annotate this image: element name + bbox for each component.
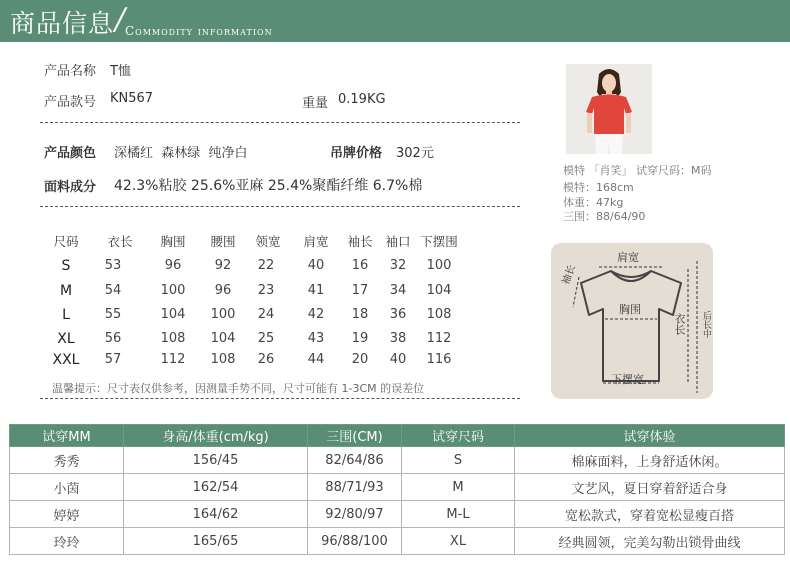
diagram-shoulder-label: 肩宽 [617, 251, 639, 264]
size-cell: 108 [210, 352, 236, 367]
tryon-cell: 棉麻面料，上身舒适休闲。 [515, 447, 785, 474]
size-cell-size: XXL [52, 352, 80, 368]
diagram-length-label: 衣长 [673, 313, 686, 335]
model-line-1: 模特 「肖笑」 试穿尺码：M码 [563, 164, 712, 177]
size-cell-size: M [59, 283, 73, 299]
size-cell: 54 [104, 283, 122, 298]
weight-label: 重量 [302, 96, 329, 111]
size-cell: 19 [351, 331, 369, 346]
measurement-diagram [551, 243, 713, 399]
size-cell: 112 [160, 352, 186, 367]
size-header: 胸围 [160, 234, 186, 249]
tryon-table [9, 424, 785, 555]
model-line-3: 体重：47kg [563, 196, 624, 209]
size-cell: 16 [351, 258, 369, 273]
size-cell: 41 [307, 283, 325, 298]
header-slash-decoration: / [115, 2, 126, 37]
size-header: 尺码 [53, 234, 79, 249]
tryon-row [10, 474, 785, 501]
diagram-sleeve-label: 袖长 [560, 263, 578, 287]
diagram-hem-label: 下摆宽 [611, 373, 644, 386]
size-cell: 55 [104, 307, 122, 322]
size-header: 衣长 [107, 234, 133, 249]
size-cell: 100 [426, 258, 452, 273]
tryon-cell: 165/65 [124, 528, 308, 555]
size-cell: 104 [210, 331, 236, 346]
size-header: 肩宽 [303, 234, 329, 249]
tryon-cell: 玲玲 [10, 528, 124, 555]
tryon-cell: M [402, 474, 515, 501]
tryon-cell: 经典圆领，完美勾勒出锁骨曲线 [515, 528, 785, 555]
tryon-cell: 88/71/93 [308, 474, 402, 501]
size-cell: 108 [160, 331, 186, 346]
section-header [0, 0, 790, 42]
size-cell: 17 [351, 283, 369, 298]
size-cell: 57 [104, 352, 122, 367]
size-note: 温馨提示：尺寸表仅供参考，因测量手势不同，尺寸可能有 1-3CM 的误差位 [52, 382, 425, 395]
tryon-cell: 婷婷 [10, 501, 124, 528]
tryon-row [10, 501, 785, 528]
tryon-header: 试穿体验 [515, 425, 785, 447]
tryon-header-row [10, 425, 785, 447]
size-cell-size: L [62, 307, 70, 323]
size-cell: 108 [426, 307, 452, 322]
divider [40, 122, 520, 123]
size-cell: 92 [214, 258, 232, 273]
divider [40, 398, 520, 399]
tryon-row [10, 528, 785, 555]
size-cell: 25 [257, 331, 275, 346]
price-value: 302元 [396, 146, 434, 161]
size-cell: 53 [104, 258, 122, 273]
tryon-cell: M-L [402, 501, 515, 528]
price-label: 吊牌价格 [330, 146, 383, 161]
size-cell: 104 [160, 307, 186, 322]
size-cell: 100 [160, 283, 186, 298]
size-cell: 22 [257, 258, 275, 273]
tryon-header: 试穿尺码 [402, 425, 515, 447]
fabric-label: 面料成分 [44, 180, 97, 195]
size-header: 袖口 [385, 234, 411, 249]
tryon-cell: 162/54 [124, 474, 308, 501]
size-cell: 96 [214, 283, 232, 298]
size-cell: 100 [210, 307, 236, 322]
size-cell: 32 [389, 258, 407, 273]
size-cell: 96 [164, 258, 182, 273]
size-cell-size: XL [57, 331, 75, 347]
size-cell: 23 [257, 283, 275, 298]
color-label: 产品颜色 [44, 146, 97, 161]
model-line-2: 模特：168cm [563, 181, 634, 194]
tryon-row [10, 447, 785, 474]
product-code-label: 产品款号 [44, 95, 97, 110]
weight-value: 0.19KG [338, 92, 386, 107]
size-header: 腰围 [210, 234, 236, 249]
size-cell: 40 [307, 258, 325, 273]
size-cell: 116 [426, 352, 452, 367]
header-title-en: Commodity information [125, 24, 273, 38]
tryon-cell: 秀秀 [10, 447, 124, 474]
size-cell: 44 [307, 352, 325, 367]
tryon-cell: 82/64/86 [308, 447, 402, 474]
size-cell: 20 [351, 352, 369, 367]
size-header: 领宽 [255, 234, 281, 249]
size-cell: 112 [426, 331, 452, 346]
diagram-back-length-label: 后长中 [701, 311, 711, 338]
fabric-value: 42.3%粘胶 25.6%亚麻 25.4%聚酯纤维 6.7%棉 [114, 178, 423, 194]
tryon-cell: 164/62 [124, 501, 308, 528]
header-title-cn: 商品信息 [10, 9, 115, 38]
size-cell: 26 [257, 352, 275, 367]
tryon-cell: 96/88/100 [308, 528, 402, 555]
size-cell: 56 [104, 331, 122, 346]
size-cell-size: S [61, 258, 71, 274]
product-code-value: KN567 [110, 91, 154, 106]
tryon-cell: S [402, 447, 515, 474]
size-cell: 24 [257, 307, 275, 322]
size-header: 下摆围 [420, 234, 458, 249]
product-name-label: 产品名称 [44, 64, 97, 79]
size-cell: 104 [426, 283, 452, 298]
tryon-cell: 156/45 [124, 447, 308, 474]
tryon-cell: 文艺风，夏日穿着舒适合身 [515, 474, 785, 501]
tryon-header: 试穿MM [10, 425, 124, 447]
size-cell: 18 [351, 307, 369, 322]
tryon-cell: 小茵 [10, 474, 124, 501]
model-photo [566, 64, 652, 154]
tryon-cell: 92/80/97 [308, 501, 402, 528]
color-values: 深橘红 森林绿 纯净白 [114, 146, 248, 161]
size-cell: 40 [389, 352, 407, 367]
product-name-value: T恤 [110, 64, 131, 79]
size-cell: 36 [389, 307, 407, 322]
tryon-cell: 宽松款式，穿着宽松显瘦百搭 [515, 501, 785, 528]
tryon-cell: XL [402, 528, 515, 555]
size-header: 袖长 [347, 234, 373, 249]
size-cell: 38 [389, 331, 407, 346]
tryon-header: 三围(CM) [308, 425, 402, 447]
size-cell: 42 [307, 307, 325, 322]
diagram-chest-label: 胸围 [619, 303, 641, 316]
divider [40, 206, 520, 207]
size-cell: 43 [307, 331, 325, 346]
model-line-4: 三围：88/64/90 [563, 210, 646, 223]
tryon-header: 身高/体重(cm/kg) [124, 425, 308, 447]
size-cell: 34 [389, 283, 407, 298]
